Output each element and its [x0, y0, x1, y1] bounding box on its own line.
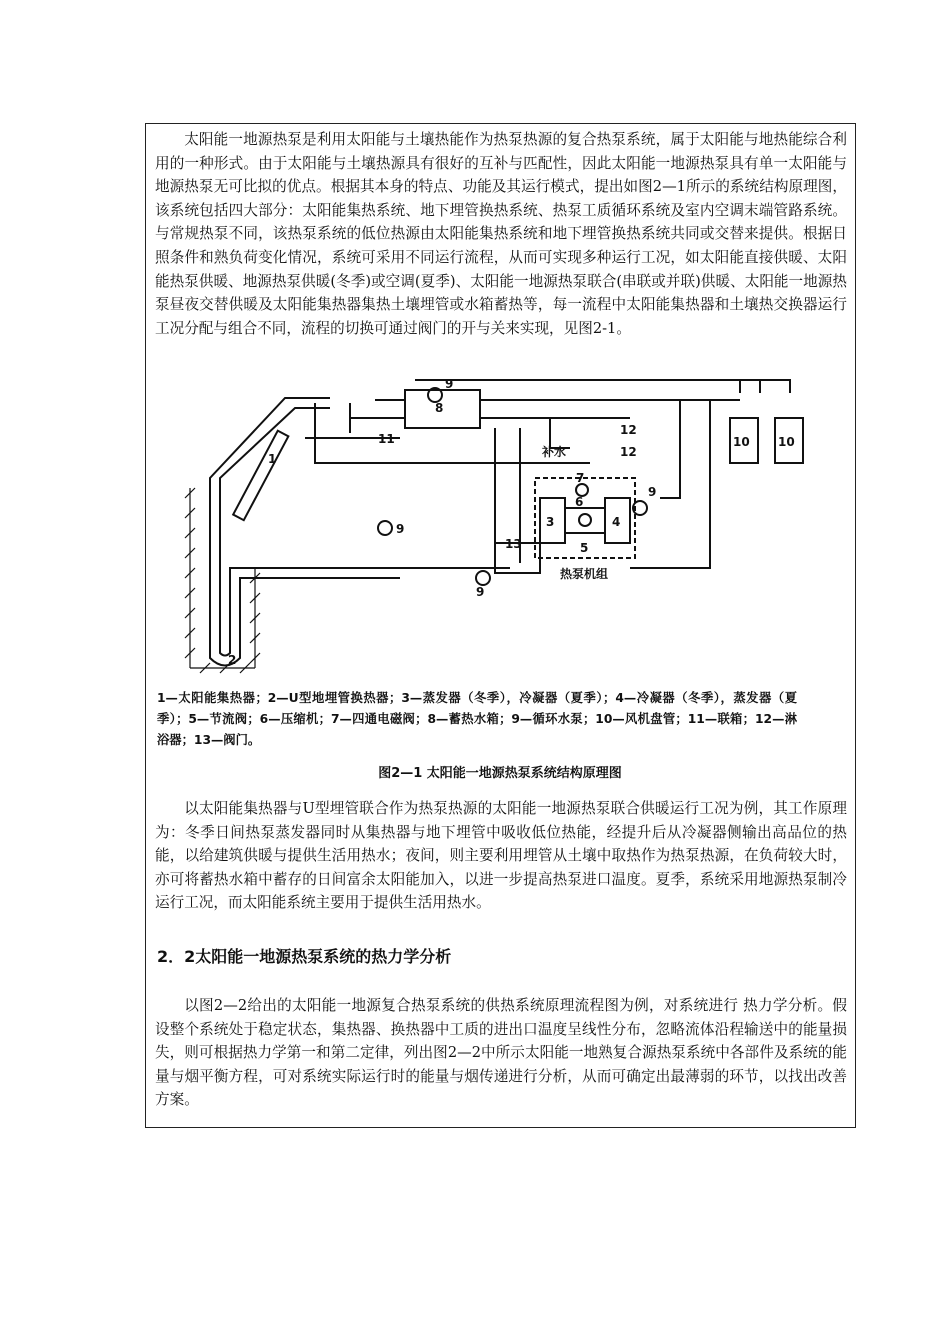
label-11: 11 — [378, 432, 395, 446]
label-1: 1 — [268, 452, 277, 466]
label-9a: 9 — [396, 522, 405, 536]
label-9b: 9 — [445, 377, 454, 391]
ground-hatch — [185, 488, 260, 673]
u-tube-ground-exchanger — [210, 498, 400, 666]
label-12b: 12 — [620, 445, 637, 459]
label-9d: 9 — [476, 585, 485, 599]
paragraph-intro: 太阳能一地源热泵是利用太阳能与土壤热能作为热泵热源的复合热泵系统，属于太阳能与地热能综合利用的一种形式。由于太阳能与土壤热源具有很好的互补与匹配性，因此太阳能一地源热泵具有单一太阳能与地源热泵无可比拟的优点。根据其本身的特点、功能及其运行模式，提出如图2—1所示的系统结构原理图，该系统包括四大部分：太阳能集热系统、地下埋管换热系统、热泵工质循环系统及室内空调末端管路系统。与常规热泵不同，该热泵系统的低位热源由太阳能集热系统和地下埋管换热系统共同或交替来提供。根据日照条件和熟负荷变化情况，系统可采用不同运行流程，从而可实现多种运行工况，如太阳能直接供暖、太阳能热泵供暖、地源热泵供暖(冬季)或空调(夏季)、太阳能一地源热泵联合(串联或并联)供暖、太阳能一地源热泵昼夜交替供暖及太阳能集热器集热土壤埋管或水箱蓄热等，每一流程中太阳能集热器和土壤热交换器运行工况分配与组合不同，流程的切换可通过阀门的开与关来实现，见图2-1。 — [155, 131, 847, 337]
label-13: 13 — [505, 537, 522, 551]
label-6: 6 — [575, 495, 584, 509]
figure-caption: 图2—1 太阳能一地源热泵系统结构原理图 — [378, 766, 622, 781]
label-8: 8 — [435, 401, 444, 415]
label-water-supply: 补水 — [542, 445, 567, 459]
label-3: 3 — [546, 515, 555, 529]
label-2: 2 — [228, 653, 237, 667]
label-10a: 10 — [733, 435, 750, 449]
label-4: 4 — [612, 515, 621, 529]
section-heading: 2．2太阳能一地源热泵系统的热力学分析 — [157, 947, 452, 966]
label-9c: 9 — [648, 485, 657, 499]
figure-legend: 1—太阳能集热器；2—U型地埋管换热器；3—蒸发器（冬季），冷凝器（夏季）；4—冷凝器（冬季），蒸发器（夏季）；5—节流阀；6—压缩机；7—四通电磁阀；8—蓄热水箱；9—循环水泵；10—风机盘管；11—联箱；12—淋浴器；13—阀门。 — [157, 691, 797, 747]
label-12a: 12 — [620, 423, 637, 437]
label-heat-pump-unit: 热泵机组 — [560, 567, 609, 581]
paragraph-thermodynamic-analysis: 以图2—2给出的太阳能一地源复合热泵系统的供热系统原理流程图为例，对系统进行 热力学分析。假设整个系统处于稳定状态，集热器、换热器中工质的进出口温度呈线性分布，忽略流体沿程输送中的能量损失，则可根据热力学第一和第二定律，列出图2—2中所示太阳能一地熟复合源热泵系统中各部件及系统的能量与烟平衡方程，可对系统实际运行时的能量与烟传递进行分析，从而可确定出最薄弱的环节，以找出改善方案。 — [155, 997, 847, 1109]
paragraph-working-principle: 以太阳能集热器与U型埋管联合作为热泵热源的太阳能一地源热泵联合供暖运行工况为例，其工作原理为：冬季日间热泵蒸发器同时从集热器与地下埋管中吸收低位热能，经提升后从冷凝器侧输出高品位的热能，以给建筑供暖与提供生活用热水；夜间，则主要利用埋管从土壤中取热作为热泵热源，在负荷较大时，亦可将蓄热水箱中蓄存的日间富余太阳能加入，以进一步提高热泵进口温度。夏季，系统采用地源热泵制冷运行工况，而太阳能系统主要用于提供生活用热水。 — [155, 800, 847, 912]
label-7: 7 — [576, 471, 585, 485]
label-10b: 10 — [778, 435, 795, 449]
system-schematic-diagram — [150, 368, 850, 698]
label-5: 5 — [580, 541, 589, 555]
